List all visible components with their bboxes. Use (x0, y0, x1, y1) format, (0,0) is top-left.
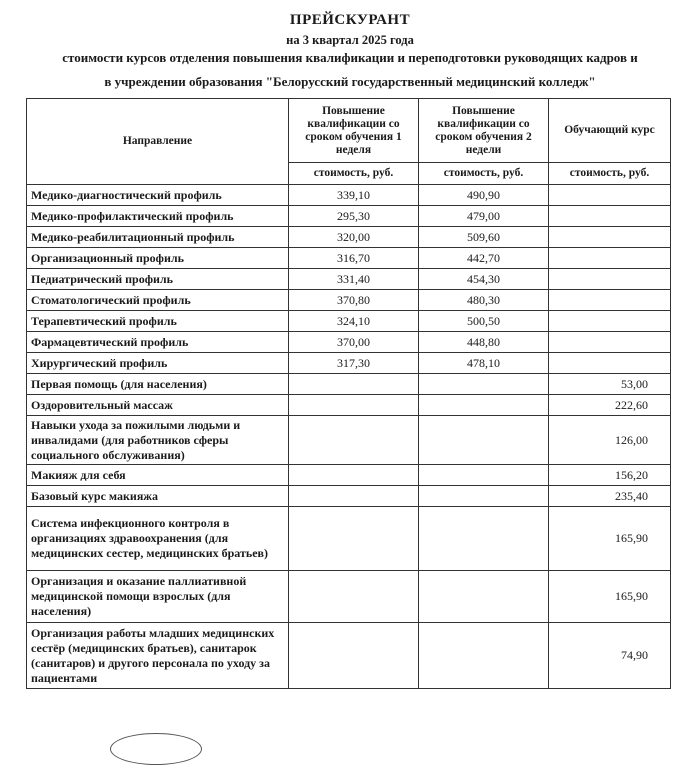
row-price-week2 (419, 465, 549, 486)
row-price-week2: 490,90 (419, 185, 549, 206)
row-price-course (549, 227, 671, 248)
row-price-course (549, 290, 671, 311)
row-price-week1: 316,70 (289, 248, 419, 269)
document-period: на 3 квартал 2025 года (286, 33, 414, 47)
stamp-seal (110, 733, 202, 765)
row-price-week2: 448,80 (419, 332, 549, 353)
row-price-week1 (289, 416, 419, 465)
row-price-week2: 479,00 (419, 206, 549, 227)
row-price-course (549, 248, 671, 269)
row-price-course: 156,20 (549, 465, 671, 486)
table-row (27, 290, 671, 311)
row-price-week1 (289, 395, 419, 416)
row-direction: Медико-реабилитационный профиль (27, 227, 289, 248)
row-price-week1 (289, 623, 419, 689)
table-row (27, 571, 671, 623)
document-title: ПРЕЙСКУРАНТ (289, 12, 411, 28)
row-price-week2: 500,50 (419, 311, 549, 332)
row-price-week2: 480,30 (419, 290, 549, 311)
column-header-direction: Направление (27, 99, 289, 185)
row-direction: Макияж для себя (27, 465, 289, 486)
row-price-week2 (419, 374, 549, 395)
table-row (27, 507, 671, 571)
row-price-week1 (289, 465, 419, 486)
row-price-course: 165,90 (549, 571, 671, 623)
row-price-week2 (419, 571, 549, 623)
row-direction: Базовый курс макияжа (27, 486, 289, 507)
row-direction: Навыки ухода за пожилыми людьми и инвалидами (для работников сферы социального обслуживания) (27, 416, 289, 465)
table-row (27, 395, 671, 416)
row-price-week1 (289, 571, 419, 623)
table-row (27, 465, 671, 486)
row-direction: Медико-профилактический профиль (27, 206, 289, 227)
row-price-course (549, 311, 671, 332)
price-table (26, 98, 671, 689)
document-institution: в учреждении образования "Белорусский государственный медицинский колледж" (104, 74, 596, 89)
table-row (27, 332, 671, 353)
table-row (27, 248, 671, 269)
row-price-course: 222,60 (549, 395, 671, 416)
row-price-course: 74,90 (549, 623, 671, 689)
row-price-week1 (289, 374, 419, 395)
row-direction: Терапевтический профиль (27, 311, 289, 332)
column-header-week1: Повышение квалификации со сроком обучения 1 неделя (289, 99, 419, 163)
row-price-week2 (419, 623, 549, 689)
table-row (27, 486, 671, 507)
row-price-week2: 478,10 (419, 353, 549, 374)
price-table-body (27, 185, 671, 689)
table-row (27, 623, 671, 689)
row-price-course (549, 206, 671, 227)
row-price-week2 (419, 395, 549, 416)
row-direction: Фармацевтический профиль (27, 332, 289, 353)
row-price-week2 (419, 486, 549, 507)
row-direction: Система инфекционного контроля в организациях здравоохранения (для медицинских сестер, медицинских братьев) (27, 507, 289, 571)
table-row (27, 227, 671, 248)
row-price-week1: 324,10 (289, 311, 419, 332)
row-price-course (549, 332, 671, 353)
row-price-week2 (419, 507, 549, 571)
row-direction: Организация и оказание паллиативной медицинской помощи взрослых (для населения) (27, 571, 289, 623)
subheader-course: стоимость, руб. (549, 163, 671, 185)
row-price-course (549, 269, 671, 290)
column-header-course: Обучающий курс (549, 99, 671, 163)
row-price-course: 53,00 (549, 374, 671, 395)
row-price-week1: 370,80 (289, 290, 419, 311)
row-price-week2: 454,30 (419, 269, 549, 290)
row-direction: Педиатрический профиль (27, 269, 289, 290)
row-price-course (549, 185, 671, 206)
row-price-week1: 370,00 (289, 332, 419, 353)
subheader-week1: стоимость, руб. (289, 163, 419, 185)
document-subtitle: стоимости курсов отделения повышения квалификации и переподготовки руководящих кадров и (62, 50, 638, 65)
row-direction: Стоматологический профиль (27, 290, 289, 311)
row-direction: Хирургический профиль (27, 353, 289, 374)
row-price-week2: 442,70 (419, 248, 549, 269)
table-row (27, 269, 671, 290)
row-price-course: 126,00 (549, 416, 671, 465)
row-price-week1: 320,00 (289, 227, 419, 248)
table-row (27, 311, 671, 332)
row-price-week1 (289, 486, 419, 507)
row-direction: Первая помощь (для населения) (27, 374, 289, 395)
row-price-week1: 317,30 (289, 353, 419, 374)
row-price-course (549, 353, 671, 374)
table-row (27, 206, 671, 227)
row-direction: Организация работы младших медицинских сестёр (медицинских братьев), санитарок (санитаров) и другого персонала по уходу за пациентами (27, 623, 289, 689)
row-direction: Организационный профиль (27, 248, 289, 269)
table-row (27, 374, 671, 395)
table-row (27, 353, 671, 374)
column-header-week2: Повышение квалификации со сроком обучения 2 недели (419, 99, 549, 163)
row-price-course: 235,40 (549, 486, 671, 507)
table-row (27, 416, 671, 465)
row-price-week2: 509,60 (419, 227, 549, 248)
row-price-week1: 339,10 (289, 185, 419, 206)
row-price-week2 (419, 416, 549, 465)
table-row (27, 185, 671, 206)
row-price-week1: 295,30 (289, 206, 419, 227)
row-price-week1: 331,40 (289, 269, 419, 290)
subheader-week2: стоимость, руб. (419, 163, 549, 185)
row-direction: Медико-диагностический профиль (27, 185, 289, 206)
row-price-course: 165,90 (549, 507, 671, 571)
row-direction: Оздоровительный массаж (27, 395, 289, 416)
row-price-week1 (289, 507, 419, 571)
